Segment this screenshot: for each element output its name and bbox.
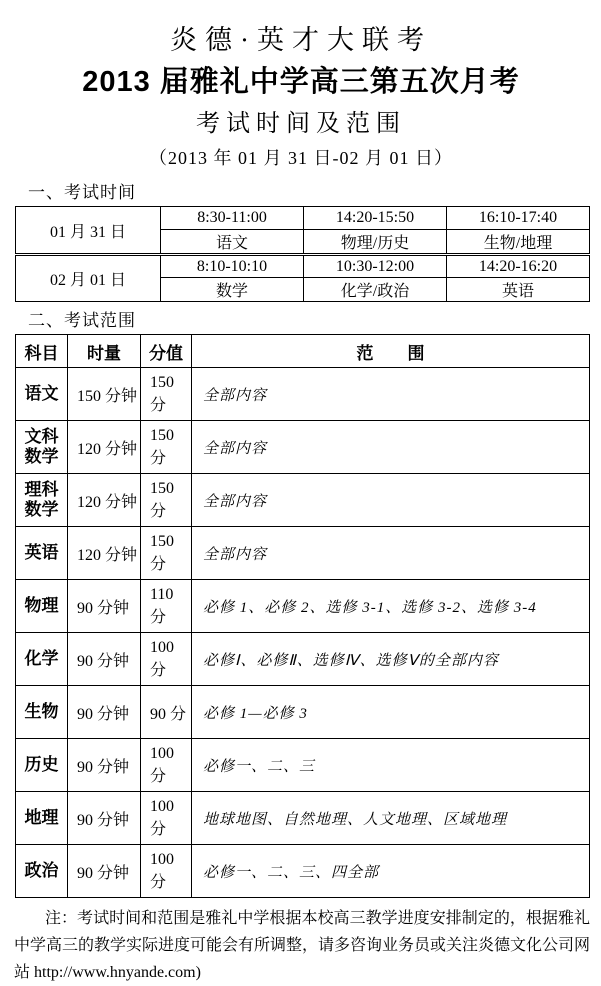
score-cell: 100 分: [141, 845, 192, 898]
schedule-time-cell: 8:30-11:00: [161, 207, 304, 230]
scope-table: [15, 334, 590, 898]
score-cell: 150 分: [141, 368, 192, 421]
page-title: 2013 届雅礼中学高三第五次月考: [82, 66, 520, 98]
column-header-scope: 范 围: [192, 335, 590, 368]
duration-cell: 120 分钟: [68, 421, 141, 474]
duration-cell: 150 分钟: [68, 368, 141, 421]
duration-cell: 90 分钟: [68, 580, 141, 633]
subject-cell: 文科数学: [16, 421, 68, 474]
table-row: [16, 739, 590, 792]
subject-cell: 理科数学: [16, 474, 68, 527]
duration-cell: 90 分钟: [68, 686, 141, 739]
table-header-row: [16, 335, 590, 368]
schedule-time-cell: 8:10-10:10: [161, 255, 304, 278]
column-header-duration: 时量: [68, 335, 141, 368]
scope-cell: 全部内容: [192, 474, 590, 527]
scope-cell: 全部内容: [192, 421, 590, 474]
table-row: [16, 207, 590, 230]
scope-cell: 必修Ⅰ、必修Ⅱ、选修Ⅳ、选修Ⅴ的全部内容: [192, 633, 590, 686]
duration-cell: 90 分钟: [68, 792, 141, 845]
schedule-subject-cell: 生物/地理: [447, 230, 590, 255]
section-heading-exam-time: 一、考试时间: [28, 183, 136, 202]
column-header-subject: 科目: [16, 335, 68, 368]
subject-cell: 历史: [16, 739, 68, 792]
table-row: [16, 421, 590, 474]
brand-title: 炎德·英才大联考: [170, 25, 432, 55]
score-cell: 150 分: [141, 527, 192, 580]
schedule-table: [15, 206, 590, 302]
schedule-time-cell: 10:30-12:00: [304, 255, 447, 278]
table-row: [16, 792, 590, 845]
subject-cell: 语文: [16, 368, 68, 421]
scope-cell: 全部内容: [192, 527, 590, 580]
schedule-date-cell: 02 月 01 日: [16, 255, 161, 302]
schedule-subject-cell: 数学: [161, 278, 304, 302]
schedule-subject-cell: 语文: [161, 230, 304, 255]
score-cell: 110 分: [141, 580, 192, 633]
subject-cell: 英语: [16, 527, 68, 580]
scope-cell: 地球地图、自然地理、人文地理、区域地理: [192, 792, 590, 845]
section-heading-exam-scope: 二、考试范围: [28, 311, 136, 330]
scope-cell: 全部内容: [192, 368, 590, 421]
schedule-time-cell: 14:20-16:20: [447, 255, 590, 278]
scope-cell: 必修 1—必修 3: [192, 686, 590, 739]
score-cell: 100 分: [141, 792, 192, 845]
table-row: [16, 255, 590, 278]
table-row: [16, 580, 590, 633]
scope-cell: 必修一、二、三、四全部: [192, 845, 590, 898]
subject-cell: 物理: [16, 580, 68, 633]
duration-cell: 120 分钟: [68, 474, 141, 527]
exam-date-range: （2013 年 01 月 31 日-02 月 01 日）: [149, 148, 453, 168]
score-cell: 150 分: [141, 474, 192, 527]
schedule-time-cell: 16:10-17:40: [447, 207, 590, 230]
subject-cell: 地理: [16, 792, 68, 845]
scope-cell: 必修 1、必修 2、选修 3-1、选修 3-2、选修 3-4: [192, 580, 590, 633]
score-cell: 150 分: [141, 421, 192, 474]
page-subtitle: 考试时间及范围: [196, 111, 406, 137]
table-row: [16, 845, 590, 898]
table-row: [16, 633, 590, 686]
table-row: [16, 474, 590, 527]
footnote: 注：考试时间和范围是雅礼中学根据本校高三教学进度安排制定的，根据雅礼中学高三的教学实际进度可能会有所调整，请多咨询业务员或关注炎德文化公司网站 http://www.hnyande.com): [14, 910, 591, 981]
duration-cell: 90 分钟: [68, 845, 141, 898]
score-cell: 100 分: [141, 739, 192, 792]
column-header-score: 分值: [141, 335, 192, 368]
subject-cell: 政治: [16, 845, 68, 898]
schedule-subject-cell: 物理/历史: [304, 230, 447, 255]
schedule-time-cell: 14:20-15:50: [304, 207, 447, 230]
duration-cell: 90 分钟: [68, 633, 141, 686]
score-cell: 100 分: [141, 633, 192, 686]
duration-cell: 120 分钟: [68, 527, 141, 580]
subject-cell: 化学: [16, 633, 68, 686]
table-row: [16, 527, 590, 580]
table-row: [16, 368, 590, 421]
schedule-subject-cell: 英语: [447, 278, 590, 302]
duration-cell: 90 分钟: [68, 739, 141, 792]
schedule-subject-cell: 化学/政治: [304, 278, 447, 302]
subject-cell: 生物: [16, 686, 68, 739]
table-row: [16, 686, 590, 739]
scope-cell: 必修一、二、三: [192, 739, 590, 792]
schedule-date-cell: 01 月 31 日: [16, 207, 161, 255]
score-cell: 90 分: [141, 686, 192, 739]
